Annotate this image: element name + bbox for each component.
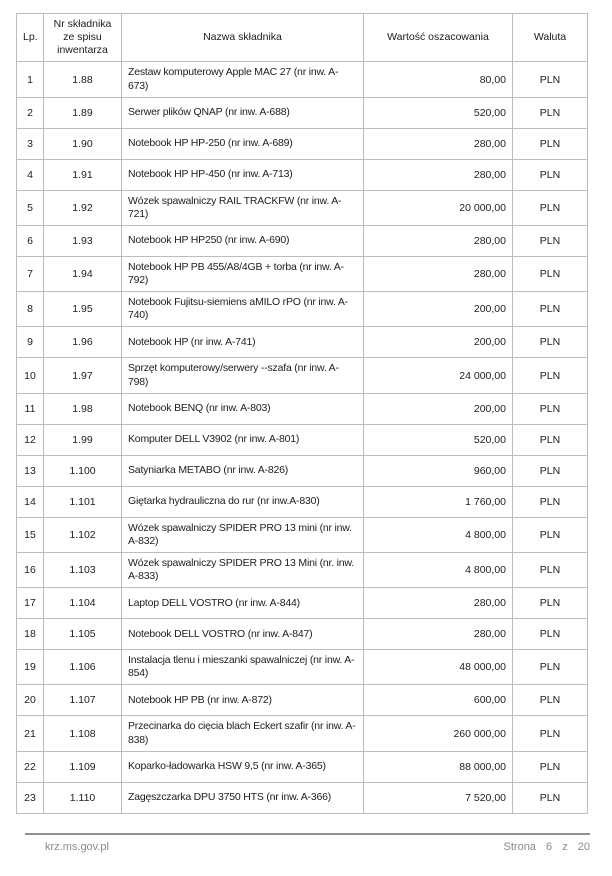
cell-lp: 18 — [17, 619, 44, 650]
cell-lp: 10 — [17, 358, 44, 393]
page-indicator — [504, 841, 590, 853]
cell-value: 7 520,00 — [364, 782, 513, 813]
footer-divider — [25, 833, 590, 835]
inventory-table — [16, 13, 588, 814]
table-row — [17, 327, 588, 358]
cell-currency: PLN — [513, 159, 588, 190]
cell-currency: PLN — [513, 424, 588, 455]
cell-value: 280,00 — [364, 225, 513, 256]
page-footer — [25, 841, 590, 853]
col-header-wartosc: Wartość oszacowania — [364, 14, 513, 62]
cell-currency: PLN — [513, 358, 588, 393]
cell-lp: 19 — [17, 650, 44, 685]
header-row — [17, 14, 588, 62]
cell-inventory-number: 1.89 — [44, 97, 122, 128]
table-row — [17, 782, 588, 813]
cell-inventory-number: 1.97 — [44, 358, 122, 393]
cell-value: 1 760,00 — [364, 486, 513, 517]
page-total: 20 — [577, 841, 590, 853]
table-row — [17, 517, 588, 552]
cell-value: 280,00 — [364, 159, 513, 190]
cell-currency: PLN — [513, 517, 588, 552]
page-number: 6 — [546, 841, 553, 853]
cell-value: 200,00 — [364, 327, 513, 358]
cell-lp: 8 — [17, 292, 44, 327]
cell-inventory-number: 1.99 — [44, 424, 122, 455]
cell-item-name: Sprzęt komputerowy/serwery --szafa (nr inw. A-798) — [122, 358, 364, 393]
cell-value: 48 000,00 — [364, 650, 513, 685]
cell-item-name: Notebook HP (nr inw. A-741) — [122, 327, 364, 358]
cell-value: 280,00 — [364, 128, 513, 159]
cell-item-name: Zestaw komputerowy Apple MAC 27 (nr inw. A-673) — [122, 62, 364, 97]
cell-item-name: Notebook HP HP250 (nr inw. A-690) — [122, 225, 364, 256]
cell-item-name: Serwer plików QNAP (nr inw. A-688) — [122, 97, 364, 128]
cell-inventory-number: 1.108 — [44, 716, 122, 751]
cell-item-name: Instalacja tlenu i mieszanki spawalniczej (nr inw. A-854) — [122, 650, 364, 685]
cell-currency: PLN — [513, 552, 588, 587]
cell-item-name: Laptop DELL VOSTRO (nr inw. A-844) — [122, 588, 364, 619]
cell-item-name: Notebook Fujitsu-siemiens aMILO rPO (nr inw. A-740) — [122, 292, 364, 327]
cell-currency: PLN — [513, 782, 588, 813]
cell-lp: 11 — [17, 393, 44, 424]
cell-value: 520,00 — [364, 97, 513, 128]
cell-lp: 21 — [17, 716, 44, 751]
cell-inventory-number: 1.109 — [44, 751, 122, 782]
cell-currency: PLN — [513, 650, 588, 685]
cell-value: 4 800,00 — [364, 552, 513, 587]
cell-inventory-number: 1.95 — [44, 292, 122, 327]
cell-item-name: Notebook DELL VOSTRO (nr inw. A-847) — [122, 619, 364, 650]
cell-item-name: Wózek spawalniczy RAIL TRACKFW (nr inw. A-721) — [122, 190, 364, 225]
table-header — [17, 14, 588, 62]
cell-currency: PLN — [513, 716, 588, 751]
cell-value: 200,00 — [364, 393, 513, 424]
cell-value: 520,00 — [364, 424, 513, 455]
table-row — [17, 292, 588, 327]
cell-value: 200,00 — [364, 292, 513, 327]
cell-currency: PLN — [513, 486, 588, 517]
cell-currency: PLN — [513, 588, 588, 619]
table-body — [17, 62, 588, 813]
cell-lp: 5 — [17, 190, 44, 225]
cell-value: 24 000,00 — [364, 358, 513, 393]
cell-inventory-number: 1.96 — [44, 327, 122, 358]
table-row — [17, 393, 588, 424]
table-row — [17, 486, 588, 517]
table-row — [17, 97, 588, 128]
cell-item-name: Notebook HP PB (nr inw. A-872) — [122, 685, 364, 716]
cell-item-name: Zagęszczarka DPU 3750 HTS (nr inw. A-366) — [122, 782, 364, 813]
page-label: Strona — [503, 841, 536, 853]
table-row — [17, 552, 588, 587]
cell-inventory-number: 1.98 — [44, 393, 122, 424]
cell-value: 280,00 — [364, 619, 513, 650]
cell-inventory-number: 1.91 — [44, 159, 122, 190]
cell-value: 600,00 — [364, 685, 513, 716]
table-row — [17, 256, 588, 291]
cell-lp: 9 — [17, 327, 44, 358]
cell-lp: 22 — [17, 751, 44, 782]
table-row — [17, 751, 588, 782]
cell-inventory-number: 1.103 — [44, 552, 122, 587]
cell-item-name: Przecinarka do cięcia blach Eckert szafir (nr inw. A-838) — [122, 716, 364, 751]
cell-currency: PLN — [513, 393, 588, 424]
cell-inventory-number: 1.88 — [44, 62, 122, 97]
table-row — [17, 225, 588, 256]
cell-lp: 6 — [17, 225, 44, 256]
cell-lp: 14 — [17, 486, 44, 517]
cell-value: 960,00 — [364, 455, 513, 486]
cell-inventory-number: 1.90 — [44, 128, 122, 159]
cell-lp: 17 — [17, 588, 44, 619]
table-row — [17, 588, 588, 619]
table-row — [17, 685, 588, 716]
cell-currency: PLN — [513, 292, 588, 327]
table-row — [17, 619, 588, 650]
cell-currency: PLN — [513, 128, 588, 159]
cell-item-name: Koparko-ładowarka HSW 9,5 (nr inw. A-365) — [122, 751, 364, 782]
cell-currency: PLN — [513, 225, 588, 256]
cell-lp: 12 — [17, 424, 44, 455]
table-row — [17, 128, 588, 159]
table-row — [17, 650, 588, 685]
cell-currency: PLN — [513, 327, 588, 358]
table-row — [17, 190, 588, 225]
cell-lp: 1 — [17, 62, 44, 97]
cell-currency: PLN — [513, 751, 588, 782]
col-header-nazwa: Nazwa składnika — [122, 14, 364, 62]
cell-item-name: Satyniarka METABO (nr inw. A-826) — [122, 455, 364, 486]
cell-currency: PLN — [513, 62, 588, 97]
footer-site-label: krz.ms.gov.pl — [45, 841, 109, 853]
table-row — [17, 424, 588, 455]
cell-lp: 20 — [17, 685, 44, 716]
cell-item-name: Giętarka hydrauliczna do rur (nr inw.A-830) — [122, 486, 364, 517]
cell-inventory-number: 1.102 — [44, 517, 122, 552]
cell-lp: 15 — [17, 517, 44, 552]
table-row — [17, 358, 588, 393]
table-row — [17, 159, 588, 190]
cell-inventory-number: 1.93 — [44, 225, 122, 256]
cell-value: 4 800,00 — [364, 517, 513, 552]
cell-inventory-number: 1.101 — [44, 486, 122, 517]
cell-lp: 2 — [17, 97, 44, 128]
cell-inventory-number: 1.92 — [44, 190, 122, 225]
cell-currency: PLN — [513, 97, 588, 128]
cell-inventory-number: 1.94 — [44, 256, 122, 291]
col-header-lp: Lp. — [17, 14, 44, 62]
cell-inventory-number: 1.106 — [44, 650, 122, 685]
cell-currency: PLN — [513, 685, 588, 716]
cell-value: 280,00 — [364, 588, 513, 619]
cell-item-name: Notebook BENQ (nr inw. A-803) — [122, 393, 364, 424]
cell-item-name: Notebook HP HP-450 (nr inw. A-713) — [122, 159, 364, 190]
cell-value: 88 000,00 — [364, 751, 513, 782]
cell-item-name: Notebook HP HP-250 (nr inw. A-689) — [122, 128, 364, 159]
cell-value: 280,00 — [364, 256, 513, 291]
col-header-waluta: Waluta — [513, 14, 588, 62]
col-header-nr: Nr składnika ze spisu inwentarza — [44, 14, 122, 62]
table-row — [17, 455, 588, 486]
page-of-label: z — [562, 841, 568, 853]
cell-item-name: Wózek spawalniczy SPIDER PRO 13 mini (nr inw. A-832) — [122, 517, 364, 552]
table-row — [17, 716, 588, 751]
cell-item-name: Notebook HP PB 455/A8/4GB + torba (nr inw. A-792) — [122, 256, 364, 291]
cell-item-name: Wózek spawalniczy SPIDER PRO 13 Mini (nr. inw. A-833) — [122, 552, 364, 587]
cell-currency: PLN — [513, 455, 588, 486]
cell-lp: 3 — [17, 128, 44, 159]
cell-inventory-number: 1.104 — [44, 588, 122, 619]
cell-inventory-number: 1.100 — [44, 455, 122, 486]
cell-value: 80,00 — [364, 62, 513, 97]
cell-currency: PLN — [513, 190, 588, 225]
cell-lp: 13 — [17, 455, 44, 486]
cell-currency: PLN — [513, 619, 588, 650]
table-row — [17, 62, 588, 97]
cell-lp: 16 — [17, 552, 44, 587]
cell-inventory-number: 1.105 — [44, 619, 122, 650]
cell-lp: 7 — [17, 256, 44, 291]
cell-inventory-number: 1.110 — [44, 782, 122, 813]
cell-lp: 4 — [17, 159, 44, 190]
cell-inventory-number: 1.107 — [44, 685, 122, 716]
cell-currency: PLN — [513, 256, 588, 291]
cell-value: 20 000,00 — [364, 190, 513, 225]
cell-lp: 23 — [17, 782, 44, 813]
cell-value: 260 000,00 — [364, 716, 513, 751]
cell-item-name: Komputer DELL V3902 (nr inw. A-801) — [122, 424, 364, 455]
